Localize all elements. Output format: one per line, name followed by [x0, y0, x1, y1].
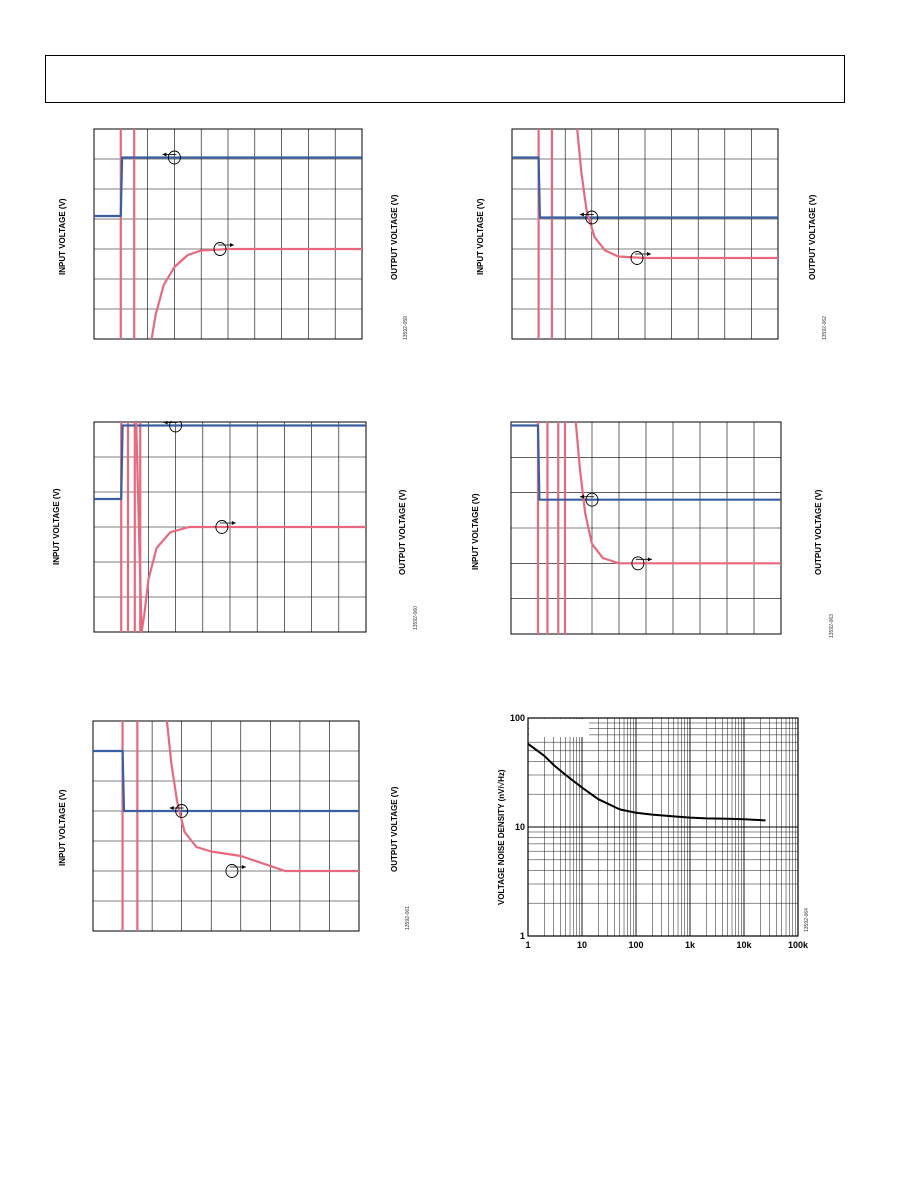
- chart-1-ylabel-left: INPUT VOLTAGE (V): [58, 198, 67, 275]
- chart-1-figure-id: 13592-059: [403, 316, 409, 340]
- chart-4-plot: [510, 421, 782, 635]
- chart-5-figure-id: 13592-061: [405, 906, 411, 930]
- chart-panel-3: [93, 421, 367, 633]
- y-tick-label: 10: [514, 822, 525, 832]
- x-tick-label: 100: [628, 940, 644, 950]
- chart-4-ylabel-left: INPUT VOLTAGE (V): [471, 493, 480, 570]
- chart-2-ylabel-right: OUTPUT VOLTAGE (V): [808, 194, 817, 280]
- chart-4-figure-id: 13592-063: [829, 614, 835, 638]
- x-tick-label: 100k: [787, 940, 809, 950]
- y-tick-label: 100: [509, 713, 525, 723]
- chart-panel-4: [510, 421, 782, 635]
- x-tick-label: 10: [576, 940, 588, 950]
- chart-6-ylabel: VOLTAGE NOISE DENSITY (nV/√Hz): [497, 769, 506, 905]
- chart-3-ylabel-right: OUTPUT VOLTAGE (V): [398, 489, 407, 575]
- chart-3-plot: [93, 421, 367, 633]
- chart-panel-6: [490, 710, 820, 962]
- chart-5-ylabel-right: OUTPUT VOLTAGE (V): [390, 786, 399, 872]
- x-tick-label: 1: [525, 940, 531, 950]
- chart-1-plot: [93, 128, 363, 340]
- plot-frame: [93, 721, 359, 931]
- chart-panel-1: [93, 128, 363, 340]
- chart-3-figure-id: 13592-060: [413, 606, 419, 630]
- page-header-box: [45, 55, 845, 103]
- chart-5-ylabel-left: INPUT VOLTAGE (V): [58, 789, 67, 866]
- chart-4-ylabel-right: OUTPUT VOLTAGE (V): [814, 489, 823, 575]
- chart-2-figure-id: 13592-062: [822, 316, 828, 340]
- chart-6-plot: [490, 710, 820, 962]
- chart-1-ylabel-right: OUTPUT VOLTAGE (V): [390, 194, 399, 280]
- chart-2-plot: [511, 128, 779, 340]
- x-tick-label: 10k: [736, 940, 752, 950]
- chart-3-ylabel-left: INPUT VOLTAGE (V): [52, 488, 61, 565]
- chart-panel-5: [92, 720, 360, 932]
- chart-panel-2: [511, 128, 779, 340]
- legend-area: [529, 719, 589, 737]
- chart-2-ylabel-left: INPUT VOLTAGE (V): [476, 198, 485, 275]
- y-tick-label: 1: [519, 931, 525, 941]
- chart-6-figure-id: 13592-064: [804, 908, 810, 932]
- chart-5-plot: [92, 720, 360, 932]
- x-tick-label: 1k: [684, 940, 696, 950]
